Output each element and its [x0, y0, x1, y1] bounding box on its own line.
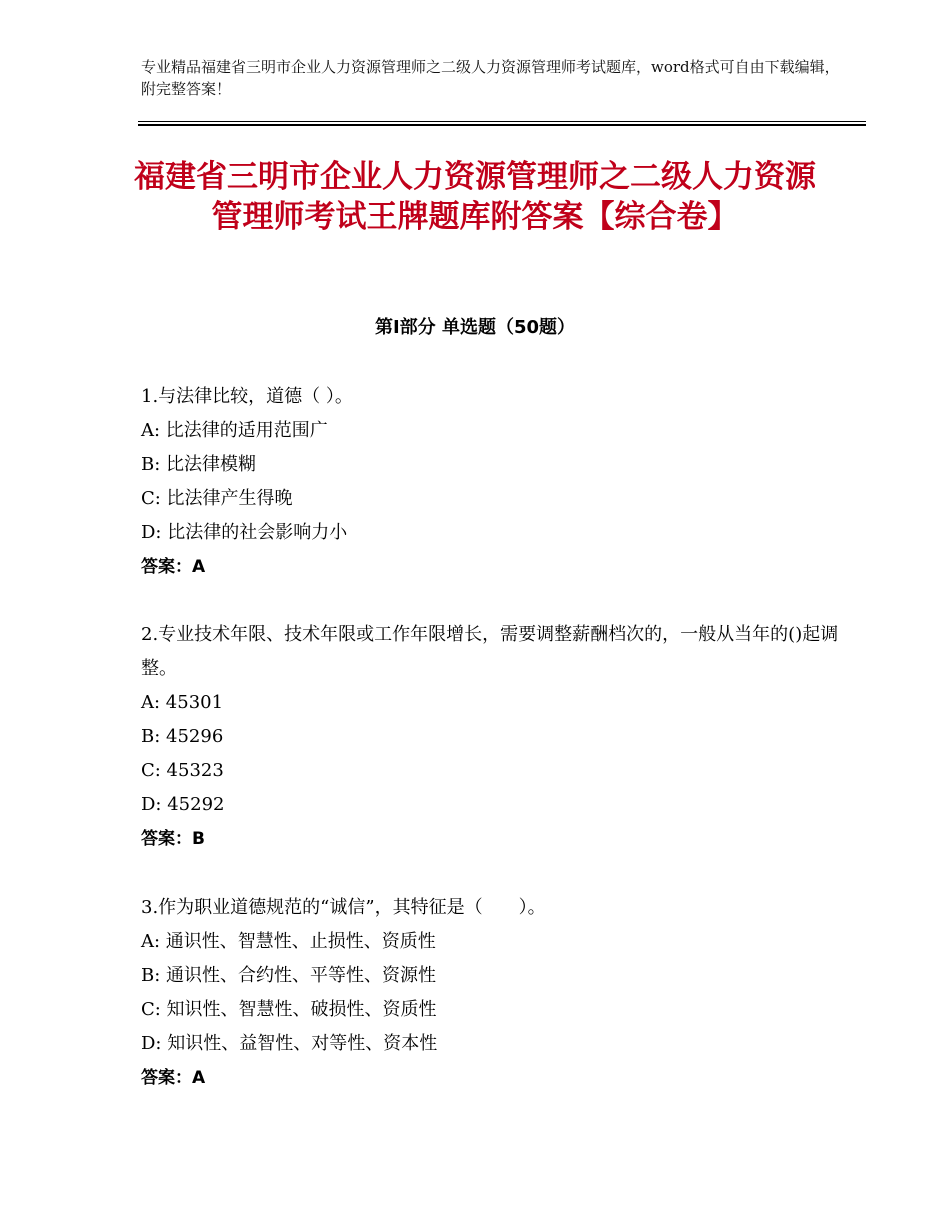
- option-d: D: 比法律的社会影响力小: [141, 522, 348, 543]
- option-a: A: 比法律的适用范围广: [141, 420, 328, 441]
- header-note: 专业精品福建省三明市企业人力资源管理师之二级人力资源管理师考试题库，word格式可自由下载编辑，附完整答案！: [141, 58, 840, 98]
- answer-label: 答案：A: [141, 1068, 206, 1088]
- option-b: B: 比法律模糊: [141, 454, 257, 475]
- option-b: B: 通识性、合约性、平等性、资源性: [141, 965, 437, 986]
- section-heading: 第Ⅰ部分 单选题（50题）: [374, 317, 575, 338]
- question-3: [141, 891, 841, 1095]
- answer-label: 答案：B: [141, 829, 205, 849]
- question-stem: 2.专业技术年限、技术年限或工作年限增长，需要调整薪酬档次的，一般从当年的()起调整。: [141, 624, 839, 679]
- question-1: [141, 380, 841, 584]
- option-a: A: 通识性、智慧性、止损性、资质性: [141, 931, 436, 952]
- option-d: D: 知识性、益智性、对等性、资本性: [141, 1033, 438, 1054]
- header-divider-thick: [138, 124, 866, 126]
- option-d: D: 45292: [141, 794, 225, 815]
- header-divider-thin: [138, 121, 866, 122]
- option-c: C: 知识性、智慧性、破损性、资质性: [141, 999, 437, 1020]
- question-2: [141, 618, 841, 856]
- option-a: A: 45301: [141, 692, 224, 713]
- answer-label: 答案：A: [141, 557, 206, 577]
- question-stem: 3.作为职业道德规范的“诚信”，其特征是（ ）。: [141, 897, 546, 918]
- option-c: C: 比法律产生得晚: [141, 488, 293, 509]
- option-c: C: 45323: [141, 760, 224, 781]
- question-stem: 1.与法律比较，道德（ ）。: [141, 386, 353, 407]
- option-b: B: 45296: [141, 726, 224, 747]
- document-title: 福建省三明市企业人力资源管理师之二级人力资源管理师考试王牌题库附答案【综合卷】: [134, 159, 816, 235]
